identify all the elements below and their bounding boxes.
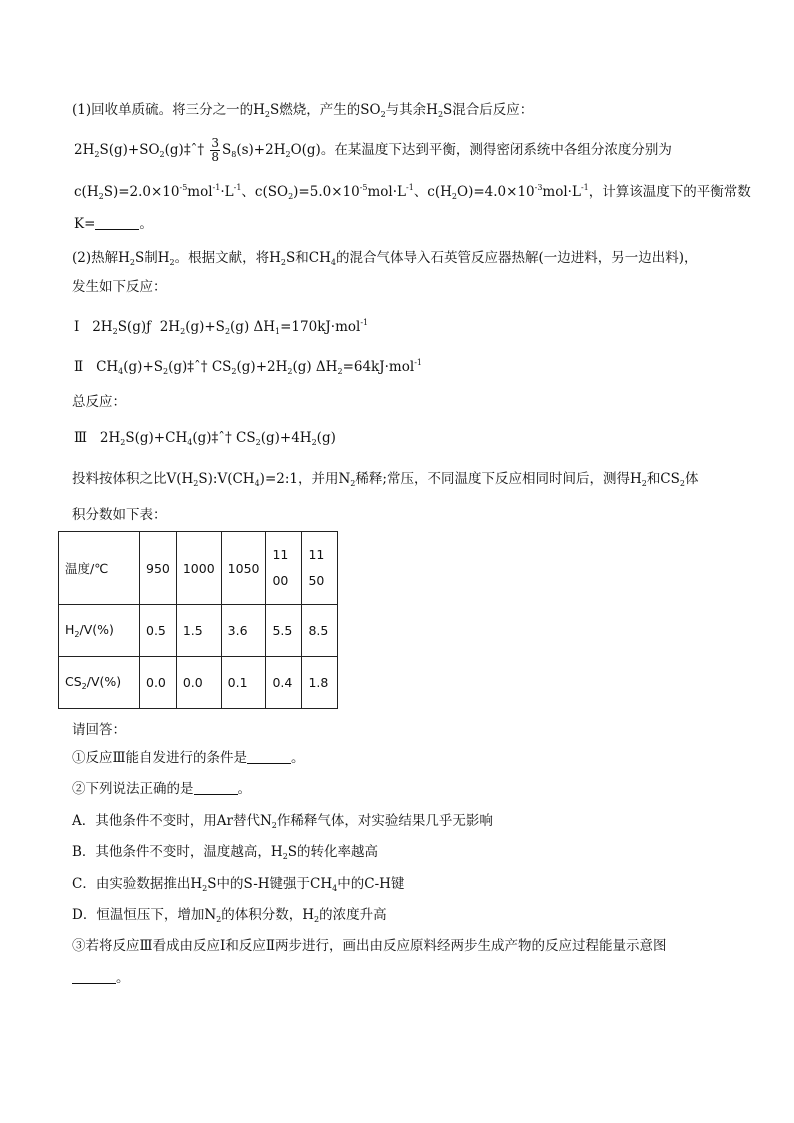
k-answer-line: K= 。	[74, 216, 153, 232]
value-cell: 0.1	[221, 657, 266, 709]
question-1: ①反应Ⅲ能自发进行的条件是 。	[72, 750, 305, 766]
value-cell: 0.4	[266, 657, 302, 709]
reaction-3: Ⅲ $2H_2S(g)+CH_4(g)\ddagger ˆ\dagger$ $CS_2(g)+4H_2(g)$	[74, 430, 336, 447]
answer-blank-k[interactable]	[95, 215, 139, 230]
equilibrium-arrow: ‡ˆ†	[211, 430, 232, 446]
reaction-arrow: ƒ	[146, 319, 152, 335]
row-label-h2: $H_2/V(\%)$	[59, 605, 140, 657]
temp-cell: 1150	[302, 532, 338, 605]
value-cell: 1.5	[176, 605, 221, 657]
header-temperature: 温度/℃	[59, 532, 140, 605]
reaction-1: Ⅰ $2H_2S(g)ƒ$ $2H_2(g)+S_2(g)$ $\Delta H_1=170kJ\cdot mol^{-1}$	[74, 318, 369, 336]
feed-ratio-text-line2: 积分数如下表：	[72, 507, 167, 523]
part1-intro: (1)回收单质硫。将三分之一的$H_2S$燃烧，产生的$SO_2$与其余$H_2S$混合后反应：	[72, 102, 534, 119]
part2-intro-line2: 发生如下反应：	[72, 279, 167, 295]
please-answer: 请回答：	[72, 722, 126, 738]
part2-intro: (2)热解$H_2S$制$H_2$。根据文献，将$H_2S$和$CH_4$的混合气体导入石英管反应器热解(一边进料，另一边出料)，	[72, 250, 698, 267]
value-cell: 0.0	[140, 657, 177, 709]
part1-equation: $2H_2S(g)+SO_2(g)\ddagger ˆ\dagger$ $\frac{3}{8}$ $S_8(s)+2H_2O(g)$。在某温度下达到平衡，测得密闭系统中各组分浓度分别为	[74, 136, 672, 164]
table-row	[59, 605, 338, 657]
answer-blank-q1[interactable]	[247, 749, 291, 764]
value-cell: 0.5	[140, 605, 177, 657]
question-2: ②下列说法正确的是 。	[72, 781, 251, 797]
equilibrium-arrow: ‡ˆ†	[183, 142, 205, 158]
feed-ratio-text: 投料按体积之比$V(H_2S):V(CH_4)=2:1$，并用$N_2$稀释;常压，不同温度下反应相同时间后，测得$H_2$和$CS_2$体	[72, 471, 699, 488]
temp-cell: 950	[140, 532, 177, 605]
fraction-three-eighths: $\frac{3}{8}$	[211, 136, 219, 164]
question-3: ③若将反应Ⅲ看成由反应Ⅰ和反应Ⅱ两步进行，画出由反应原料经两步生成产物的反应过程能量示意图	[72, 938, 667, 954]
option-b: B．其他条件不变时，温度越高，$H_2S$的转化率越高	[72, 844, 379, 861]
value-cell: 1.8	[302, 657, 338, 709]
table-header-row	[59, 532, 338, 605]
value-cell: 8.5	[302, 605, 338, 657]
equilibrium-arrow: ‡ˆ†	[187, 359, 208, 375]
row-label-cs2: $CS_2/V(\%)$	[59, 657, 140, 709]
question-3-answer-line: 。	[72, 968, 130, 988]
volume-fraction-table	[58, 531, 338, 709]
option-c: C．由实验数据推出$H_2S$中的S-H键强于$CH_4$中的C-H键	[72, 876, 405, 893]
temp-cell: 1000	[176, 532, 221, 605]
value-cell: 3.6	[221, 605, 266, 657]
total-reaction-label: 总反应：	[72, 394, 126, 410]
part1-concentrations: $c(H_2S)=2.0\times 10^{-5}mol^{-1}\cdot L^{-1}$、$c(SO_2)=5.0\times 10^{-5}mol\cdot L^{-1}$、$c(H_2O)=4.0\times 10^{-3}mol\cdot L^{-1}$，计算该温度下的平衡常数	[74, 183, 751, 201]
answer-blank-q2[interactable]	[194, 780, 238, 795]
reaction-2: Ⅱ $CH_4(g)+S_2(g)\ddagger ˆ\dagger$ $CS_2(g)+2H_2(g)$ $\Delta H_2=64kJ\cdot mol^{-1}$	[74, 358, 422, 376]
value-cell: 0.0	[176, 657, 221, 709]
answer-blank-q3[interactable]	[72, 969, 116, 984]
option-d: D．恒温恒压下，增加$N_2$的体积分数，$H_2$的浓度升高	[72, 907, 387, 924]
table-row	[59, 657, 338, 709]
temp-cell: 1050	[221, 532, 266, 605]
option-a: A．其他条件不变时，用Ar替代$N_2$作稀释气体，对实验结果几乎无影响	[72, 813, 493, 830]
temp-cell: 1100	[266, 532, 302, 605]
value-cell: 5.5	[266, 605, 302, 657]
